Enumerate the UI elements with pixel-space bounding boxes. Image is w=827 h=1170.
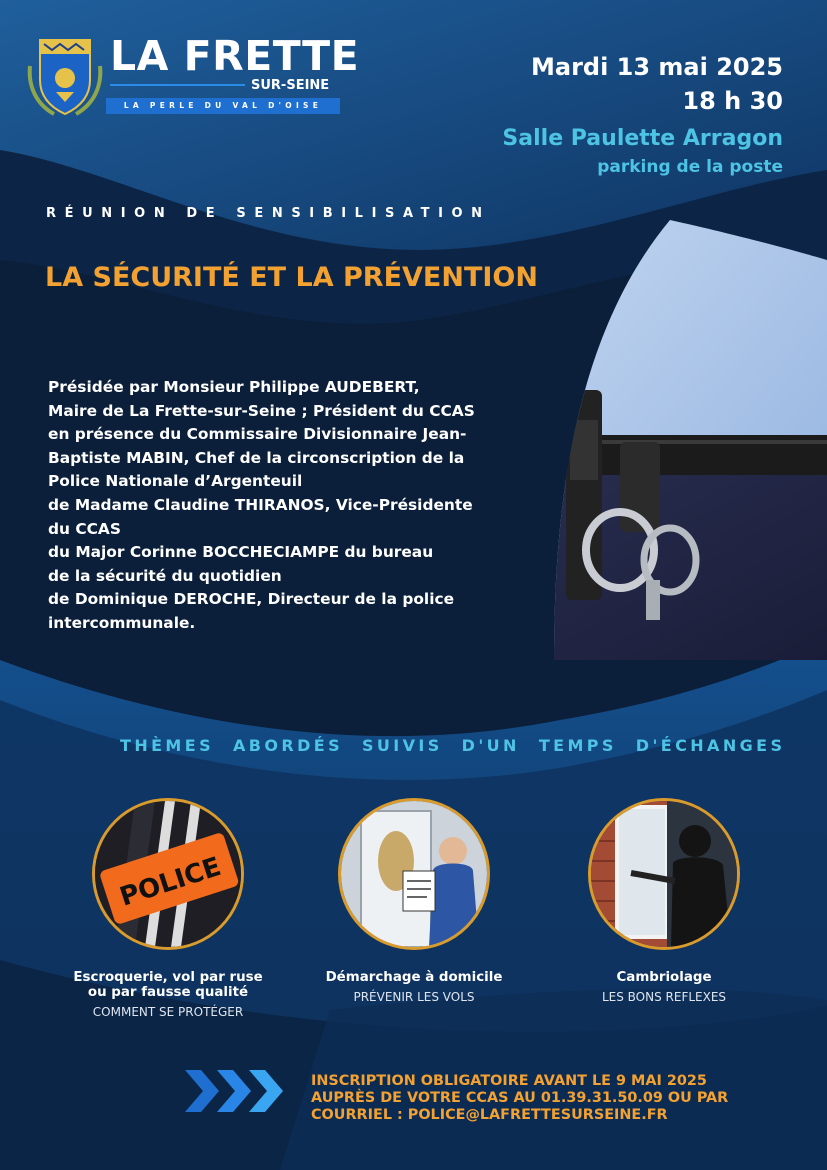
signup-line: AUPRÈS DE VOTRE CCAS AU 01.39.31.50.09 OU PAR <box>311 1090 729 1106</box>
presiding-line: du Major Corinne BOCCHECIAMPE du bureau <box>48 543 434 562</box>
venue-name: Salle Paulette Arragon <box>502 126 783 151</box>
logo-tagline: LA PERLE DU VAL D'OISE <box>106 98 340 114</box>
door-to-door-icon <box>341 801 487 947</box>
logo-divider <box>110 84 245 86</box>
presiding-line: Baptiste MABIN, Chef de la circonscription de la <box>48 448 465 467</box>
signup-notice <box>311 1073 728 1124</box>
presiding-line: de Dominique DEROCHE, Directeur de la police <box>48 590 455 609</box>
presiding-line: Maire de La Frette-sur-Seine ; Président du CCAS <box>48 401 475 420</box>
theme-subtitle: LES BONS REFLEXES <box>601 990 727 1004</box>
theme-title-line: Démarchage à domicile <box>325 970 503 985</box>
event-date: Mardi 13 mai 2025 <box>530 53 783 81</box>
theme-image <box>92 798 244 950</box>
theme-scam <box>48 798 288 1019</box>
theme-subtitle: COMMENT SE PROTÉGER <box>92 1005 244 1019</box>
armband-text: POLICE <box>116 851 225 913</box>
theme-burglary <box>544 798 784 1004</box>
logo-name: LA FRETTE <box>110 32 360 80</box>
theme-title <box>48 970 288 1000</box>
presiding-line: en présence du Commissaire Divisionnaire Jean- <box>48 425 467 444</box>
headline: LA SÉCURITÉ ET LA PRÉVENTION <box>45 262 538 293</box>
police-armband-icon <box>95 801 241 947</box>
presiding-line: Police Nationale d’Argenteuil <box>48 472 303 491</box>
presiding-line: de Madame Claudine THIRANOS, Vice-Présidente <box>48 495 473 514</box>
signup-line: INSCRIPTION OBLIGATOIRE AVANT LE 9 MAI 2025 <box>311 1073 707 1089</box>
theme-title <box>294 970 534 985</box>
presiding-text <box>48 376 528 636</box>
venue-detail: parking de la poste <box>597 157 783 177</box>
event-datetime <box>531 50 783 118</box>
chevron-arrows-icon <box>185 1068 295 1114</box>
theme-image <box>338 798 490 950</box>
theme-title <box>544 970 784 985</box>
signup-line: COURRIEL : POLICE@LAFRETTESURSEINE.FR <box>311 1107 668 1123</box>
town-logo <box>26 32 360 120</box>
logo-subname: SUR-SEINE <box>251 78 330 93</box>
kicker: RÉUNION DE SENSIBILISATION <box>46 206 491 221</box>
theme-title-line: ou par fausse qualité <box>87 985 249 1000</box>
presiding-line: du CCAS <box>48 519 121 538</box>
event-time: 18 h 30 <box>682 87 783 115</box>
presiding-line: intercommunale. <box>48 613 196 632</box>
themes-heading: THÈMES ABORDÉS SUIVIS D'UN TEMPS D'ÉCHANGES <box>120 736 786 755</box>
presiding-line: de la sécurité du quotidien <box>48 566 282 585</box>
theme-image <box>588 798 740 950</box>
burglar-icon <box>591 801 737 947</box>
theme-title-line: Cambriolage <box>616 970 712 985</box>
event-venue <box>502 124 783 180</box>
theme-subtitle: PRÉVENIR LES VOLS <box>353 990 475 1004</box>
presiding-line: Présidée par Monsieur Philippe AUDEBERT, <box>48 378 420 396</box>
coat-of-arms-icon <box>26 36 104 118</box>
theme-door-to-door <box>294 798 534 1004</box>
theme-title-line: Escroquerie, vol par ruse <box>73 970 263 985</box>
